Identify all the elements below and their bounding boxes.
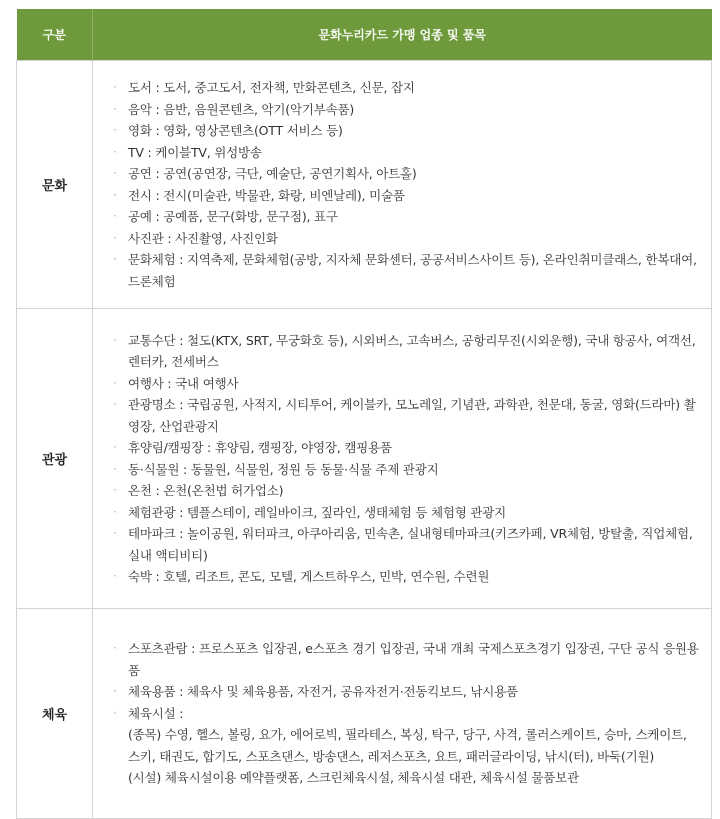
item-text: 온천 : 온천(온천법 허가업소) [128, 483, 284, 498]
bullet-dot-icon: · [113, 166, 117, 180]
item-text: 전시 : 전시(미술관, 박물관, 화랑, 비엔날레), 미술품 [128, 187, 405, 203]
list-item [113, 523, 701, 566]
category-cell: 체육 [17, 609, 93, 819]
bullet-dot-icon: · [113, 252, 117, 266]
list-item [113, 480, 701, 502]
sub-list-item [113, 724, 701, 767]
bullet-dot-icon: · [113, 397, 117, 411]
header-items: 문화누리카드 가맹 업종 및 품목 [93, 9, 712, 61]
bullet-dot-icon: · [113, 375, 117, 390]
bullet-dot-icon: · [113, 569, 117, 583]
item-text: 공예 : 공예품, 문구(화방, 문구점), 표구 [128, 209, 338, 224]
bullet-dot-icon: · [113, 332, 117, 347]
item-text: 공연 : 공연(공연장, 극단, 예술단, 공연기획사, 아트홀) [128, 166, 417, 181]
sub-list-item [113, 767, 701, 789]
item-text: 동·식물원 : 동물원, 식물원, 정원 등 동물·식물 주제 관광지 [128, 461, 439, 477]
bullet-dot-icon: · [113, 123, 117, 137]
list-item [113, 373, 701, 395]
item-list [113, 638, 701, 789]
list-item [113, 566, 701, 588]
bullet-dot-icon: · [113, 483, 117, 497]
item-text: 음악 : 음반, 음원콘텐츠, 악기(악기부속품) [128, 101, 355, 117]
item-text: 테마파크 : 놀이공원, 워터파크, 아쿠아리움, 민속촌, 실내형테마파크(키즈카페, VR체험, 방탈출, 직업체험, 실내 액티비티) [128, 526, 693, 563]
list-item [113, 249, 701, 292]
item-text: 문화체험 : 지역축제, 문화체험(공방, 지자체 문화센터, 공공서비스사이트 등), 온라인취미클래스, 한복대여, 드론체험 [128, 252, 697, 289]
list-item [113, 330, 701, 373]
item-text: 체육시설 : [128, 705, 184, 721]
bullet-dot-icon: · [113, 504, 117, 519]
list-item [113, 228, 701, 250]
item-text: 스포츠관람 : 프로스포츠 입장권, e스포츠 경기 입장권, 국내 개최 국제스포츠경기 입장권, 구단 공식 응원용품 [128, 641, 699, 678]
bullet-dot-icon: · [113, 461, 117, 476]
category-cell: 관광 [17, 309, 93, 609]
item-text: (시설) 체육시설이용 예약플랫폼, 스크린체육시설, 체육시설 대관, 체육시설 물품보관 [128, 770, 579, 786]
list-item [113, 163, 701, 185]
bullet-dot-icon: · [113, 440, 117, 454]
bullet-dot-icon: · [113, 144, 117, 159]
list-item [113, 502, 701, 524]
bullet-dot-icon: · [113, 101, 117, 116]
list-item [113, 459, 701, 481]
list-item [113, 703, 701, 725]
bullet-dot-icon: · [113, 705, 117, 720]
category-cell: 문화 [17, 61, 93, 309]
bullet-dot-icon: · [113, 80, 117, 94]
items-cell [93, 609, 712, 819]
list-item [113, 185, 701, 207]
list-item [113, 681, 701, 703]
table-row-tourism [17, 309, 712, 609]
list-item [113, 120, 701, 142]
item-text: 도서 : 도서, 중고도서, 전자책, 만화콘텐츠, 신문, 잡지 [128, 80, 415, 95]
item-text: 여행사 : 국내 여행사 [128, 375, 239, 391]
bullet-dot-icon: · [113, 187, 117, 202]
bullet-dot-icon: · [113, 641, 117, 656]
table-header-row [17, 9, 712, 61]
item-text: 체육용품 : 체육사 및 체육용품, 자전거, 공유자전거·전동킥보드, 낚시용품 [128, 684, 518, 700]
header-category: 구분 [17, 9, 93, 61]
bullet-dot-icon: · [113, 526, 117, 540]
item-text: TV : 케이블TV, 위성방송 [128, 144, 262, 160]
item-text: 숙박 : 호텔, 리조트, 콘도, 모텔, 게스트하우스, 민박, 연수원, 수련원 [128, 569, 490, 584]
item-text: (종목) 수영, 헬스, 볼링, 요가, 에어로빅, 필라테스, 복싱, 탁구, 당구, 사격, 롤러스케이트, 승마, 스케이트, 스키, 태권도, 합기도, 스포츠댄스, 방송댄스, 레저스포츠, 요트, 패러글라이딩, 낚시(터), 바둑(기원) [128, 727, 687, 764]
list-item [113, 77, 701, 99]
list-item [113, 394, 701, 437]
item-text: 휴양림/캠핑장 : 휴양림, 캠핑장, 야영장, 캠핑용품 [128, 440, 392, 455]
bullet-dot-icon: · [113, 684, 117, 699]
item-text: 영화 : 영화, 영상콘텐츠(OTT 서비스 등) [128, 123, 343, 138]
bullet-dot-icon: · [113, 209, 117, 223]
item-text: 사진관 : 사진촬영, 사진인화 [128, 230, 278, 246]
list-item [113, 638, 701, 681]
item-text: 관광명소 : 국립공원, 사적지, 시티투어, 케이블카, 모노레일, 기념관, 과학관, 천문대, 동굴, 영화(드라마) 촬영장, 산업관광지 [128, 397, 696, 434]
list-item [113, 206, 701, 228]
list-item [113, 437, 701, 459]
list-item [113, 99, 701, 121]
table-row-culture [17, 61, 712, 309]
items-cell [93, 309, 712, 609]
item-list [113, 77, 701, 292]
membership-table [16, 9, 712, 819]
item-text: 체험관광 : 템플스테이, 레일바이크, 짚라인, 생태체험 등 체험형 관광지 [128, 504, 507, 520]
item-text: 교통수단 : 철도(KTX, SRT, 무궁화호 등), 시외버스, 고속버스, 공항리무진(시외운행), 국내 항공사, 여객선, 렌터카, 전세버스 [128, 332, 696, 369]
bullet-dot-icon: · [113, 230, 117, 245]
item-list [113, 330, 701, 588]
items-cell [93, 61, 712, 309]
table-row-sports [17, 609, 712, 819]
list-item [113, 142, 701, 164]
